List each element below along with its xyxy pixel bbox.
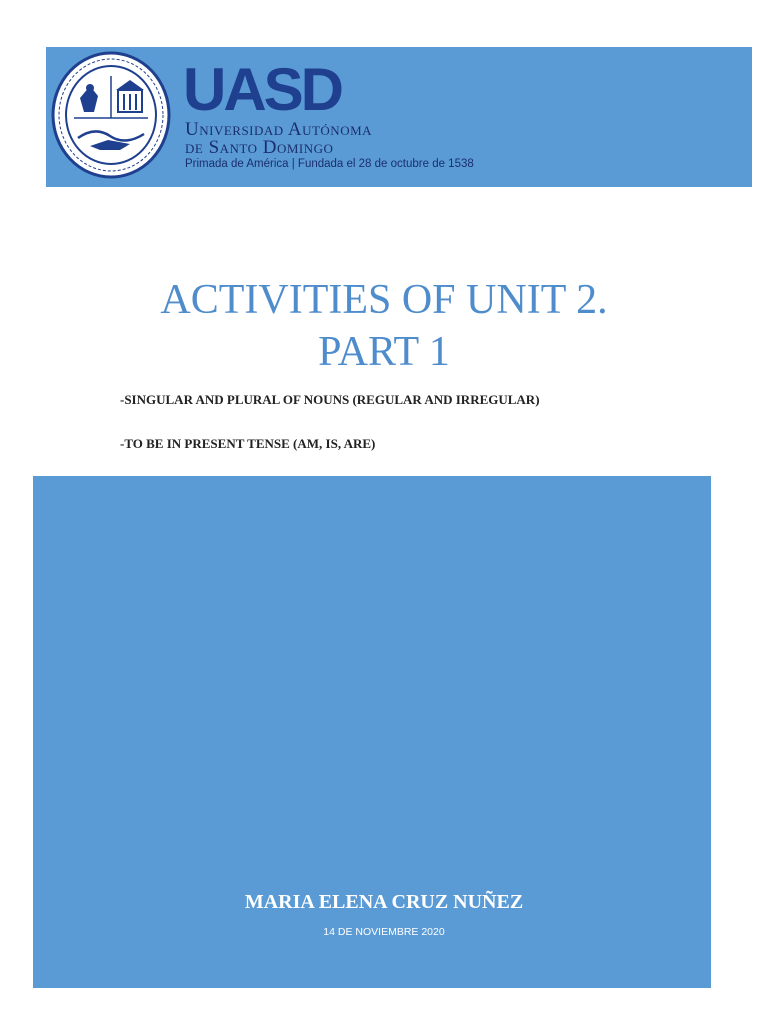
brand-name: UASD (183, 56, 342, 123)
title-line2: PART 1 (318, 329, 450, 375)
document-title (0, 274, 768, 378)
author-name: MARIA ELENA CRUZ NUÑEZ (244, 891, 524, 913)
document-date: 14 DE NOVIEMBRE 2020 (323, 926, 445, 938)
university-brand (183, 56, 583, 180)
subtitle-to-be: -TO BE IN PRESENT TENSE (AM, IS, ARE) (120, 436, 376, 451)
subtitle-nouns: -SINGULAR AND PLURAL OF NOUNS (REGULAR AND IRREGULAR) (120, 392, 540, 407)
university-seal-icon (50, 50, 172, 180)
title-line1: ACTIVITIES OF UNIT 2. (160, 277, 608, 323)
university-name-line1: Universidad Autónoma (185, 119, 373, 140)
university-tagline: Primada de América | Fundada el 28 de octubre de 1538 (185, 158, 474, 170)
university-name-line2: de Santo Domingo (185, 137, 334, 158)
